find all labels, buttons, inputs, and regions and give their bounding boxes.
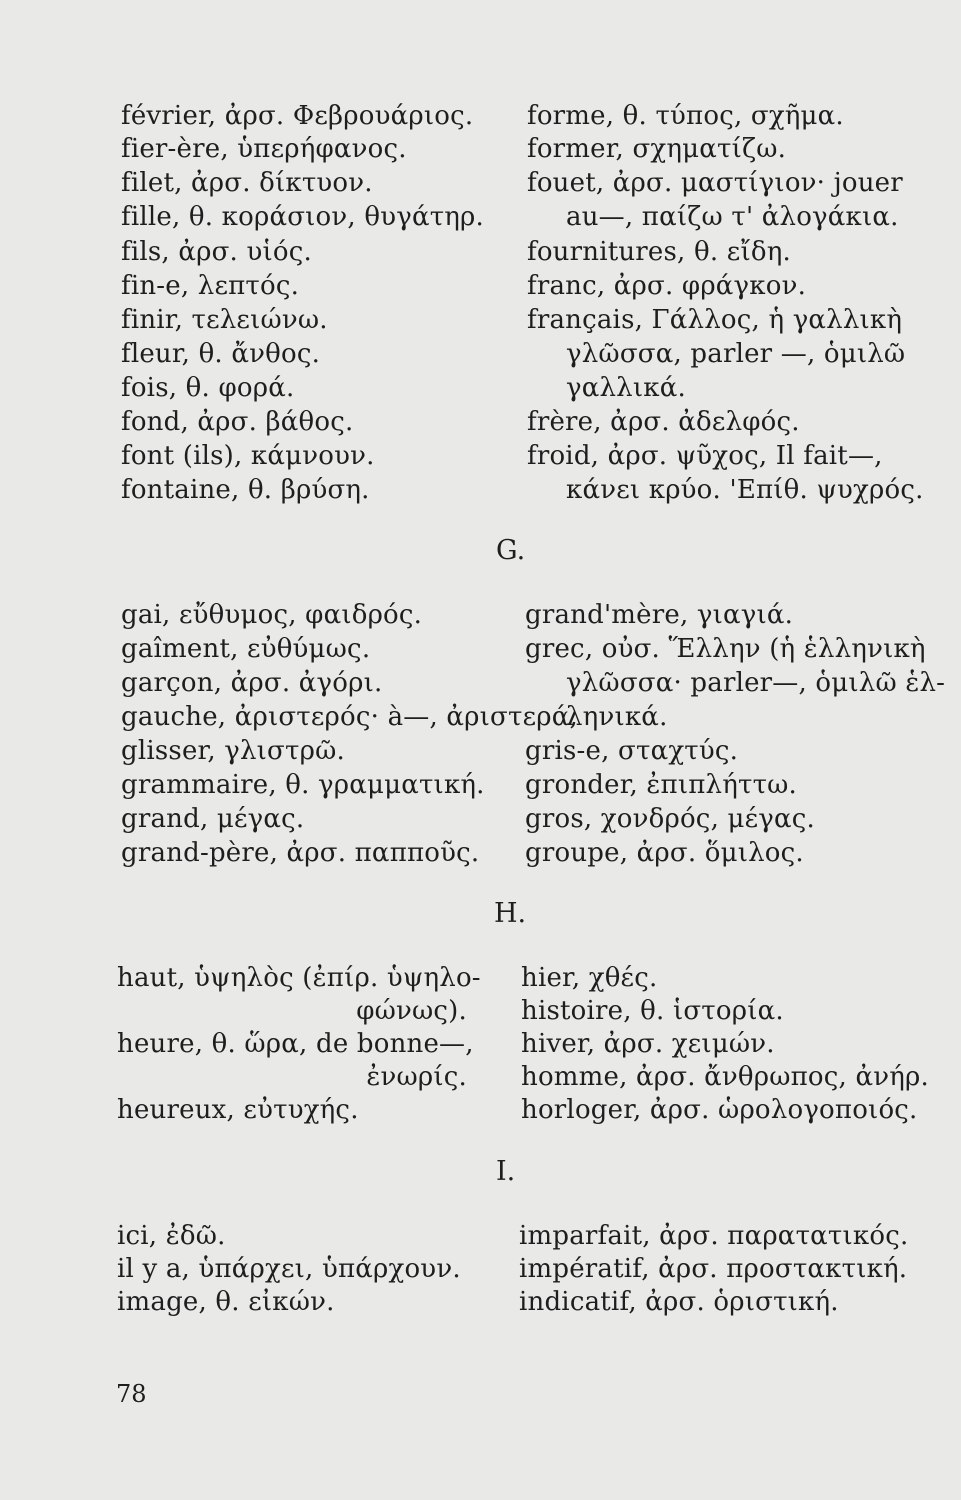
entry: homme, ἀρσ. ἄνθρωπος, ἀνήρ. xyxy=(521,1062,929,1092)
page-number: 78 xyxy=(116,1380,147,1408)
entry: grand, μέγας. xyxy=(121,804,305,834)
entry: gris-e, σταχτύς. xyxy=(525,736,739,766)
entry: finir, τελειώνω. xyxy=(121,305,328,335)
entry: impératif, ἀρσ. προστακτική. xyxy=(519,1254,908,1284)
section-heading-g: G. xyxy=(496,535,526,566)
entry-continuation: κάνει κρύο. 'Επίθ. ψυχρός. xyxy=(566,475,924,505)
entry: filet, ἀρσ. δίκτυον. xyxy=(121,168,373,198)
entry: fontaine, θ. βρύση. xyxy=(121,475,370,505)
entry: garçon, ἀρσ. ἀγόρι. xyxy=(121,668,383,698)
entry: fier-ère, ὑπερήφανος. xyxy=(121,134,407,164)
entry: français, Γάλλος, ἡ γαλλικὴ xyxy=(527,305,903,335)
entry: haut, ὑψηλὸς (ἐπίρ. ὑψηλο- xyxy=(117,963,481,993)
entry: indicatif, ἀρσ. ὁριστική. xyxy=(519,1287,839,1317)
entry: grand-père, ἀρσ. παπποῦς. xyxy=(121,838,480,868)
entry: fille, θ. κοράσιον, θυγάτηρ. xyxy=(121,202,485,232)
entry: février, ἀρσ. Φεβρουάριος. xyxy=(121,101,474,131)
entry: fois, θ. φορά. xyxy=(121,373,295,403)
entry: image, θ. εἰκών. xyxy=(117,1287,335,1317)
entry: former, σχηματίζω. xyxy=(527,134,787,164)
entry: gaîment, εὐθύμως. xyxy=(121,634,371,664)
entry-continuation: γαλλικά. xyxy=(566,373,686,403)
entry: ici, ἐδῶ. xyxy=(117,1221,226,1251)
entry-continuation: ἐνωρίς. xyxy=(366,1062,467,1092)
section-heading-h: H. xyxy=(494,898,527,929)
entry: fils, ἀρσ. υἱός. xyxy=(121,237,312,267)
entry: histoire, θ. ἱστορία. xyxy=(521,996,784,1026)
entry: franc, ἀρσ. φράγκον. xyxy=(527,271,807,301)
entry: horloger, ἀρσ. ὡρολογοποιός. xyxy=(521,1095,918,1125)
entry: grand'mère, γιαγιά. xyxy=(525,600,794,630)
entry: il y a, ὑπάρχει, ὑπάρχουν. xyxy=(117,1254,461,1284)
entry: frère, ἀρσ. ἀδελφός. xyxy=(527,407,800,437)
entry: gauche, ἀριστερός· à—, ἀριστερά, xyxy=(121,702,578,732)
entry: groupe, ἀρσ. ὅμιλος. xyxy=(525,838,804,868)
entry-continuation: γλῶσσα, parler —, ὁμιλῶ xyxy=(566,339,906,369)
entry-continuation: γλῶσσα· parler—, ὁμιλῶ ἑλ- xyxy=(566,668,946,698)
section-heading-i: I. xyxy=(496,1156,516,1187)
entry: glisser, γλιστρῶ. xyxy=(121,736,345,766)
entry: imparfait, ἀρσ. παρατατικός. xyxy=(519,1221,909,1251)
entry: gronder, ἐπιπλήττω. xyxy=(525,770,798,800)
entry: fleur, θ. ἄνθος. xyxy=(121,339,321,369)
entry: hiver, ἀρσ. χειμών. xyxy=(521,1029,775,1059)
entry: heureux, εὐτυχής. xyxy=(117,1095,359,1125)
entry-continuation: au—, παίζω τ' ἀλογάκια. xyxy=(566,202,899,232)
entry: fond, ἀρσ. βάθος. xyxy=(121,407,354,437)
entry: grec, οὐσ. Ἕλλην (ἡ ἑλληνικὴ xyxy=(525,634,926,664)
entry-continuation: φώνως). xyxy=(356,996,467,1026)
entry: forme, θ. τύπος, σχῆμα. xyxy=(527,101,844,131)
entry: heure, θ. ὥρα, de bonne—, xyxy=(117,1029,474,1059)
entry: fin-e, λεπτός. xyxy=(121,271,300,301)
entry: froid, ἀρσ. ψῦχος, Il fait—, xyxy=(527,441,883,471)
entry: gai, εὔθυμος, φαιδρός. xyxy=(121,600,423,630)
entry: gros, χονδρός, μέγας. xyxy=(525,804,815,834)
entry-continuation: ληνικά. xyxy=(566,702,668,732)
entry: hier, χθές. xyxy=(521,963,658,993)
entry: font (ils), κάμνουν. xyxy=(121,441,375,471)
entry: fouet, ἀρσ. μαστίγιον· jouer xyxy=(527,168,903,198)
entry: fournitures, θ. εἴδη. xyxy=(527,237,791,267)
entry: grammaire, θ. γραμματική. xyxy=(121,770,485,800)
